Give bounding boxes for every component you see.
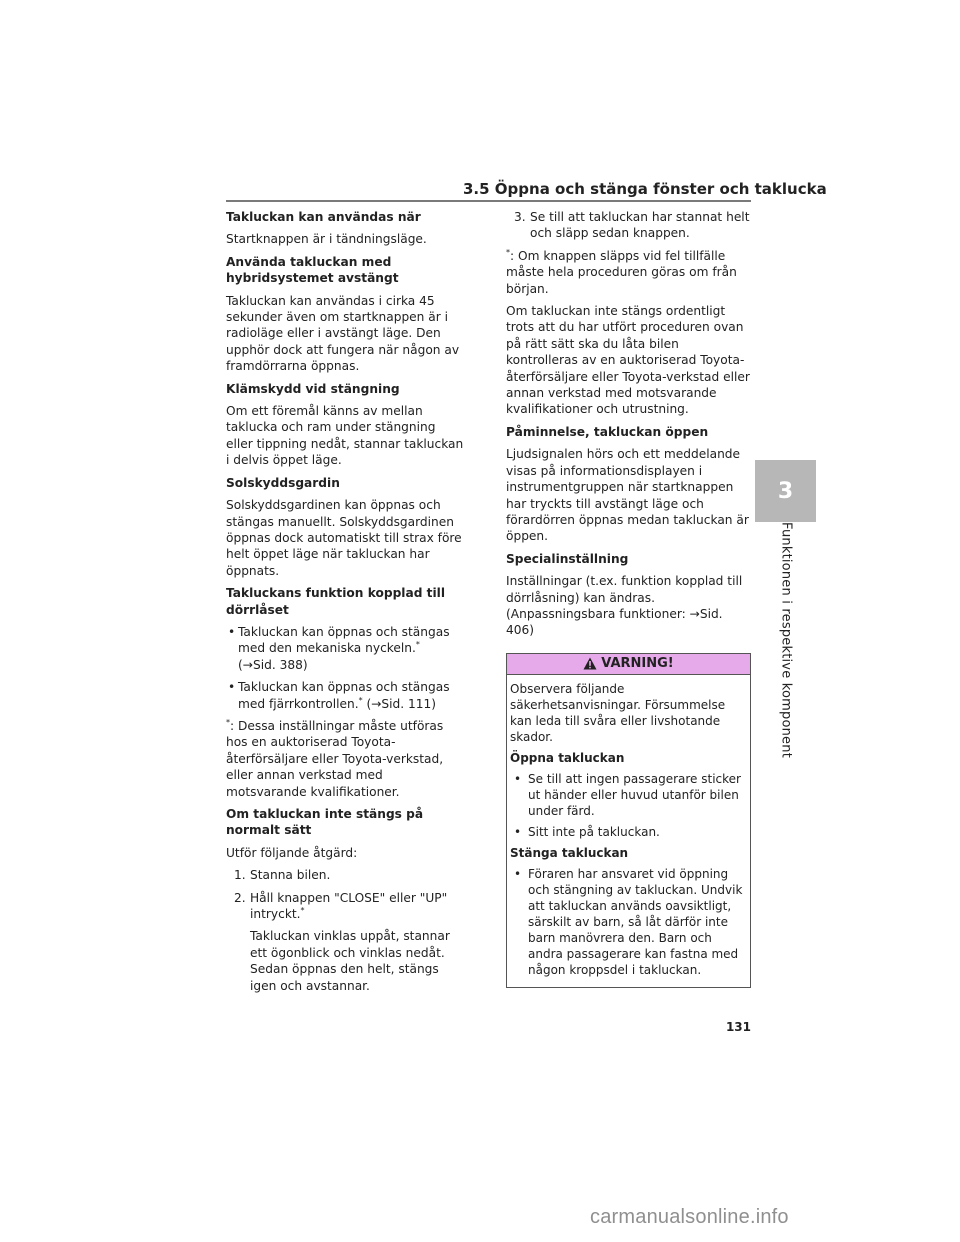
left-column [226, 209, 466, 1000]
warning-title: VARNING! [601, 655, 674, 671]
page-reference[interactable]: (→Sid. 388) [238, 657, 308, 672]
list-item: • Takluckan kan öppnas och stängas med fjärrkontrollen.* (→Sid. 111) [226, 679, 466, 712]
warning-list-item: • Sitt inte på takluckan. [510, 824, 747, 840]
warning-subheading: Öppna takluckan [510, 750, 625, 765]
header-rule [226, 200, 751, 202]
warning-intro: Observera följande säkerhetsanvisningar. Försummelse kan leda till svåra eller livshotande skador. [510, 681, 726, 744]
paragraph: Ljudsignalen hörs och ett meddelande visas på informationsdisplayen i instrumentgruppen när startknappen har tryckts till avstängt läge och förardörren öppnas medan takluckan är öppen. [506, 447, 749, 544]
chapter-title: Funktionen i respektive komponent [778, 522, 794, 758]
heading-hybrid-off: Använda takluckan med hybridsystemet avstängt [226, 254, 399, 286]
step-item: 2. Håll knappen "CLOSE" eller "UP" intryckt.* [234, 890, 448, 922]
paragraph: Om takluckan inte stängs ordentligt trots att du har utfört proceduren ovan på rätt sätt ska du låta bilen kontrolleras av en auktoriserad Toyota-återförsäljare eller Toyota-verkstad eller annan verkstad med motsvarande kvalifikationer och utrustning. [506, 304, 750, 417]
heading-sunshade: Solskyddsgardin [226, 475, 340, 490]
step-item: 1. Stanna bilen. [234, 868, 331, 883]
step-detail: Takluckan vinklas uppåt, stannar ett ögonblick och vinklas nedåt. Sedan öppnas den helt, stängs igen och avstannar. [250, 929, 450, 993]
chapter-number: 3 [777, 478, 794, 504]
list-item: • Takluckan kan öppnas och stängas med den mekaniska nyckeln.* (→Sid. 388) [226, 624, 466, 673]
footnote: *: Om knappen släpps vid fel tillfälle måste hela proceduren göras om från början. [506, 247, 737, 296]
paragraph: Inställningar (t.ex. funktion kopplad till dörrlåsning) kan ändras. (Anpassningsbara funktioner: →Sid. 406) [506, 574, 743, 638]
page-reference[interactable]: (→Sid. 111) [366, 696, 437, 711]
heading-reminder: Påminnelse, takluckan öppen [506, 424, 709, 439]
step-item: 3. Se till att takluckan har stannat helt och släpp sedan knappen. [514, 210, 750, 241]
section-title: 3.5 Öppna och stänga fönster och taklucka [463, 180, 827, 198]
heading-pinch-protection: Klämskydd vid stängning [226, 381, 400, 396]
paragraph: Takluckan kan användas i cirka 45 sekunder även om startknappen är i radioläge eller i avstängt läge. Den upphör dock att fungera när någon av framdörrarna öppnas. [226, 293, 460, 374]
heading-door-lock-link: Takluckans funktion kopplad till dörrlåset [226, 586, 446, 617]
footnote: *: Dessa inställningar måste utföras hos en auktoriserad Toyota-återförsäljare eller Toyota-verkstad, eller annan verkstad med motsvarande kvalifikationer. [226, 717, 444, 799]
heading-when-usable: Takluckan kan användas när [226, 210, 421, 224]
page-number: 131 [725, 1020, 751, 1034]
paragraph: Om ett föremål känns av mellan taklucka och ram under stängning eller tippning nedåt, stannar takluckan i delvis öppet läge. [226, 404, 464, 468]
right-column [506, 209, 751, 988]
warning-body [507, 675, 750, 987]
heading-special-setting: Specialinställning [506, 551, 629, 566]
heading-abnormal-close: Om takluckan inte stängs på normalt sätt [226, 807, 424, 838]
warning-list-item: • Se till att ingen passagerare sticker ut händer eller huvud utanför bilen under färd. [510, 771, 747, 819]
chapter-tab[interactable] [755, 460, 816, 522]
warning-triangle-icon [583, 657, 597, 670]
warning-box [506, 653, 751, 988]
paragraph: Solskyddsgardinen kan öppnas och stängas manuellt. Solskyddsgardinen öppnas dock automatiskt till strax före helt öppet läge när takluckan har öppnats. [226, 498, 462, 578]
watermark: carmanualsonline.info [590, 1206, 789, 1228]
warning-list-item: • Föraren har ansvaret vid öppning och stängning av takluckan. Undvik att takluckan används oavsiktligt, särskilt av barn, så låt därför inte barn manövrera den. Barn och andra passagerare kan fastna med någon kroppsdel i takluckan. [510, 866, 747, 978]
paragraph: Utför följande åtgärd: [226, 845, 358, 860]
paragraph: Startknappen är i tändningsläge. [226, 232, 427, 247]
warning-subheading: Stänga takluckan [510, 845, 629, 860]
warning-header [507, 654, 750, 675]
